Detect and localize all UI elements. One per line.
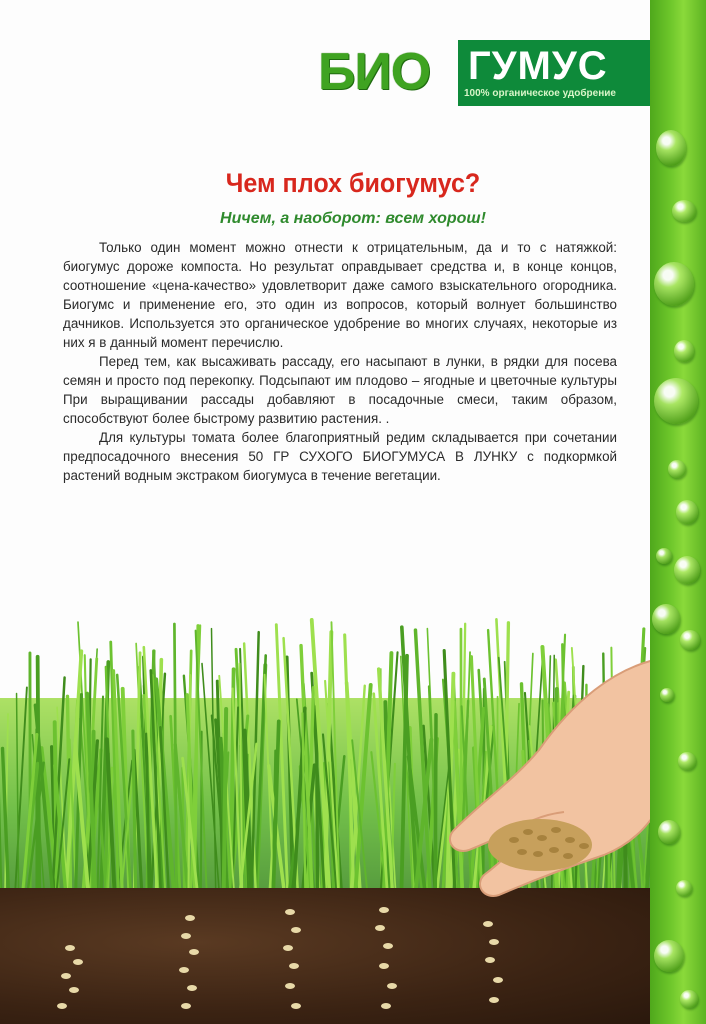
- green-droplet-strip: [650, 0, 706, 1024]
- water-drop: [656, 130, 686, 166]
- hand-with-seeds: [444, 640, 650, 910]
- water-drop: [660, 688, 674, 702]
- logo-gumus-text: ГУМУС: [468, 44, 608, 88]
- paragraph: Только один момент можно отнести к отрицательным, да и то с натяжкой: биогумус дороже компоста. Но результат оправдывает средства и, в конце концов, соотношение «цена-качество» удовлетворит даже самого взыскательного огородника. Биогумс и применение его, это один из вопросов, который волнует большинство дачников. Используется это органическое удобрение во многих случаях, некоторые из них я в данный момент перечислю.: [63, 240, 617, 350]
- water-drop: [676, 500, 698, 524]
- article-body: [63, 238, 617, 485]
- water-drop: [674, 556, 700, 584]
- water-drop: [656, 548, 672, 564]
- water-drop: [658, 820, 680, 844]
- paragraph: Для культуры томата более благоприятный редим складывается при сочетании предпосадочного внесения 50 ГР СУХОГО БИОГУМУСА В ЛУНКУ с подкормкой растений водным экстраком биогумуса в течение вегетации.: [63, 430, 617, 483]
- water-drop: [674, 340, 694, 362]
- water-drop: [654, 262, 694, 306]
- grass-blade: [223, 709, 226, 918]
- logo-tagline: 100% органическое удобрение: [464, 88, 616, 99]
- logo-bio-text: БИО: [318, 43, 431, 101]
- water-drop: [678, 752, 696, 770]
- water-drop: [668, 460, 686, 478]
- paragraph: Перед тем, как высаживать рассаду, его насыпают в лунки, в рядки для посева семян и просто под перекопку. Подсыпают им плодово – ягодные и цветочные культуры При выращивании рассады добавляют в посадочные смеси, таким образом, способствуют более быстрому развитию растения. .: [63, 354, 617, 426]
- water-drop: [652, 604, 680, 634]
- article-title: Чем плох биогумус?: [225, 168, 481, 198]
- article-subtitle: Ничем, а наоборот: всем хорош!: [220, 210, 486, 227]
- grass-soil-illustration: [0, 618, 650, 1024]
- water-drop: [654, 378, 698, 424]
- water-drop: [680, 990, 698, 1008]
- water-drop: [680, 630, 700, 650]
- water-drop: [654, 940, 684, 972]
- water-drop: [676, 880, 692, 896]
- logo-green-box: [458, 40, 650, 106]
- biogumus-logo: [318, 40, 650, 106]
